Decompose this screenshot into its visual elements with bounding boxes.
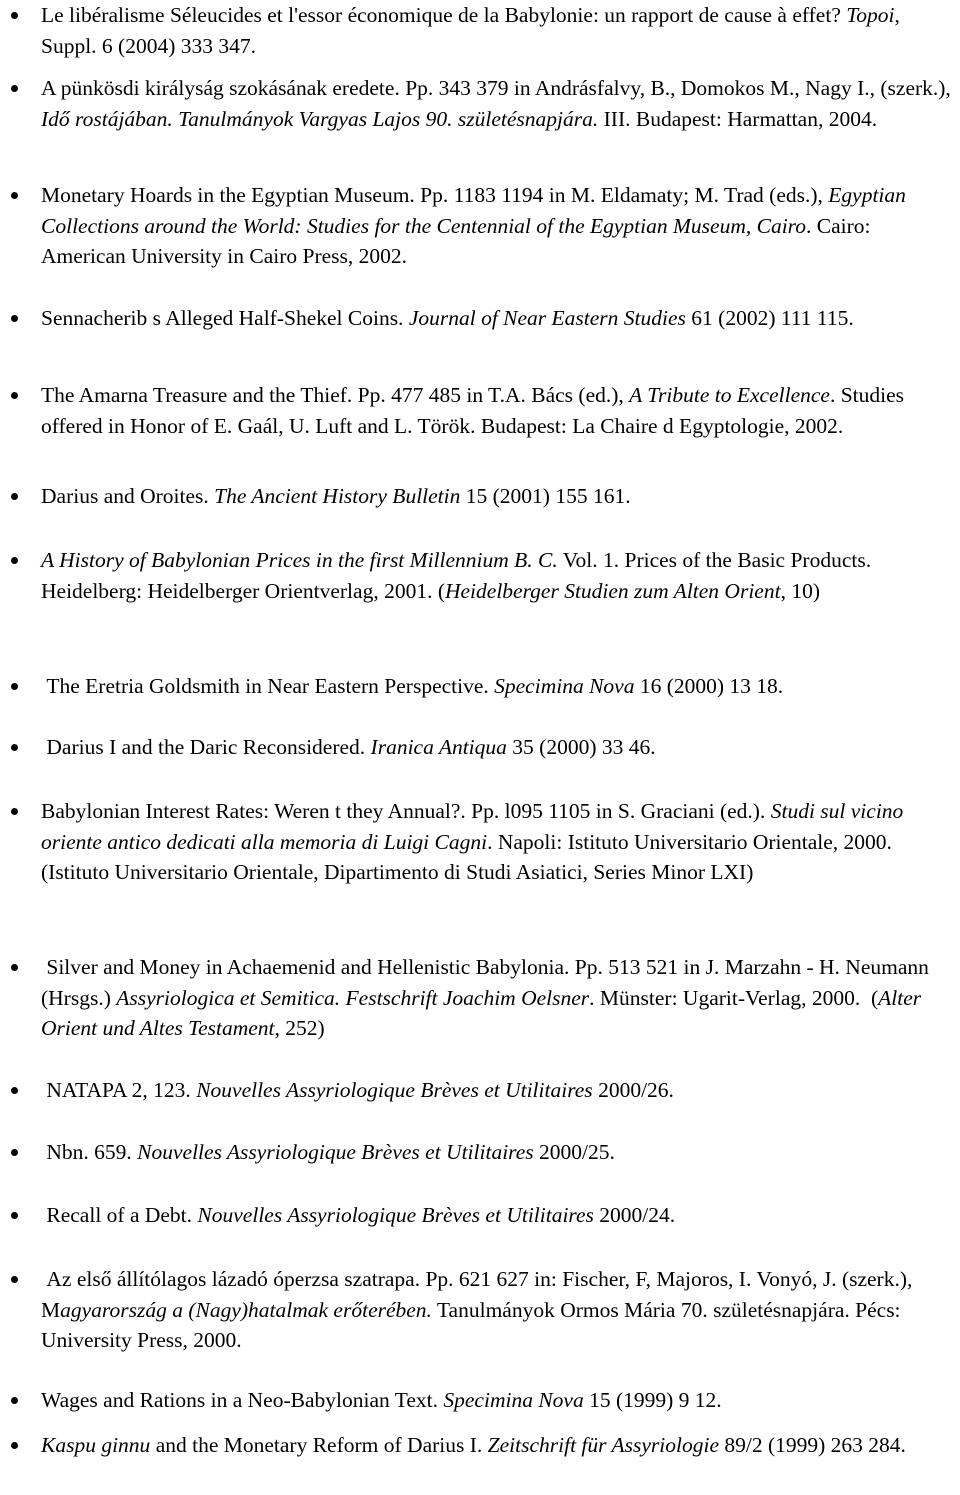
bullet-icon [11,683,18,690]
bullet-icon [11,1149,18,1156]
entry-text: NATAPA 2, 123. [41,1078,197,1102]
bullet-icon [11,1442,18,1449]
entry-text: 2000/24. [593,1203,676,1227]
bullet-icon [11,315,18,322]
entry-text: Wages and Rations in a Neo-Babylonian Text. [41,1388,444,1412]
entry-title-italic: Nouvelles Assyriologique Brèves et Utilitaires [137,1140,534,1164]
entry-text: . Münster: Ugarit-Verlag, 2000. ( [589,985,879,1010]
entry-text: Le libéralisme Séleucides et l'essor économique de la Babylonie: un rapport de cause à effet? [41,3,847,27]
bullet-icon [11,493,18,500]
bullet-icon [11,392,18,399]
entry-text: 35 (2000) 33 46. [506,735,656,759]
bullet-icon [11,557,18,564]
bibliography-entry [41,1137,956,1168]
entry-title-italic: Iranica Antiqua [370,735,507,759]
entry-text: 89/2 (1999) 263 284. [719,1433,906,1457]
bibliography-entry [41,0,956,61]
bibliography-entry [41,1430,956,1461]
bullet-icon [11,1087,18,1094]
entry-title-italic: Heidelberger Studien zum Alten Orient [444,578,781,603]
entry-title-italic: Egyptian Collections around the World: Studies for the Centennial of the Egyptian Museum, Cairo [41,183,912,238]
entry-text: 16 (2000) 13 18. [634,674,784,698]
bibliography-entry [41,732,956,763]
bullet-icon [11,192,18,199]
bibliography-entry [41,545,956,606]
entry-text: Silver and Money in Achaemenid and Hellenistic Babylonia. Pp. 513 521 in J. Marzahn - H. Neumann (Hrsgs.) [41,955,935,1010]
entry-text: Sennacherib s Alleged Half-Shekel Coins. [41,306,409,330]
entry-text: 15 (2001) 155 161. [460,484,631,508]
bullet-icon [11,1397,18,1404]
entry-title-italic: The Ancient History Bulletin [214,484,461,508]
entry-text: . Studies offered in Honor of E. Gaál, U. Luft and L. Török. Budapest: La Chaire d Egyptologie, 2002. [41,383,910,438]
entry-text: . Napoli: Istituto Universitario Orientale, 2000. (Istituto Universitario Orientale, Dipartimento di Studi Asiatici, Series Minor LXI) [41,829,898,884]
entry-text: Monetary Hoards in the Egyptian Museum. Pp. 1183 1194 in M. Eldamaty; M. Trad (eds.), [41,183,829,207]
entry-title-italic: Nouvelles Assyriologique Brèves et Utilitaires [197,1203,594,1227]
entry-title-italic: Alter Orient und Altes Testament [41,985,927,1040]
entry-title-italic: Idő rostájában. Tanulmányok Vargyas Lajos 90. születésnapjára. [41,106,599,131]
entry-text: The Amarna Treasure and the Thief. Pp. 477 485 in T.A. Bács (ed.), [41,383,630,407]
entry-title-italic: A Tribute to Excellence [629,383,830,407]
entry-text: , Suppl. 6 (2004) 333 347. [41,3,906,58]
bibliography-entry [41,1075,956,1106]
bibliography-entry [41,671,956,702]
entry-text: . Cairo: American University in Cairo Press, 2002. [41,213,875,268]
entry-text: 61 (2002) 111 115. [685,306,854,330]
bullet-icon [11,744,18,751]
entry-title-italic: Topoi [846,3,895,27]
entry-text: Az első állítólagos lázadó óperzsa szatrapa. Pp. 621 627 in: Fischer, F, Majoros, I. Vonyó, J. (szerk.), M [41,1267,918,1322]
entry-text: Darius and Oroites. [41,484,215,508]
entry-text: , 10) [780,578,820,603]
bibliography-entry [41,180,956,272]
bullet-icon [11,1276,18,1283]
entry-text: A pünkösdi királyság szokásának eredete. Pp. 343 379 in Andrásfalvy, B., Domokos M., Nagy I., (szerk.), [41,76,957,100]
entry-text: Vol. 1. Prices of the Basic Products. Heidelberg: Heidelberger Orientverlag, 2001. ( [41,548,877,603]
entry-title-italic: Kaspu ginnu [41,1433,151,1457]
bibliography-entry [41,952,956,1044]
entry-text: The Eretria Goldsmith in Near Eastern Perspective. [41,674,495,698]
entry-title-italic: Specimina Nova [443,1388,584,1412]
bibliography-entry [41,796,956,888]
entry-title-italic: agyarország a (Nagy)hatalmak erőterében. [60,1297,432,1322]
bibliography-entry [41,73,956,134]
entry-text: 2000/25. [533,1140,615,1164]
bibliography-entry [41,380,956,441]
entry-title-italic: A History of Babylonian Prices in the first Millennium B. C. [41,548,558,572]
bullet-icon [11,1212,18,1219]
entry-text: Nbn. 659. [41,1140,138,1164]
bullet-icon [11,964,18,971]
entry-title-italic: Journal of Near Eastern Studies [408,306,686,330]
entry-text: 2000/26. [592,1078,674,1102]
entry-title-italic: Nouvelles Assyriologique Brèves et Utilitaires [196,1078,593,1102]
bibliography-entry [41,1385,956,1416]
entry-text: 15 (1999) 9 12. [583,1388,722,1412]
entry-text: Babylonian Interest Rates: Weren t they Annual?. Pp. l095 1105 in S. Graciani (ed.). [41,799,771,823]
bibliography-entry [41,1200,956,1231]
entry-title-italic: Assyriologica et Semitica. Festschrift Joachim Oelsner [116,985,590,1010]
bibliography-entry [41,1264,956,1356]
entry-text: Recall of a Debt. [41,1203,198,1227]
entry-text: Tanulmányok Ormos Mária 70. születésnapjára. Pécs: University Press, 2000. [41,1297,906,1352]
entry-text: , 252) [274,1016,325,1040]
entry-title-italic: Zeitschrift für Assyriologie [487,1433,719,1457]
entry-text: III. Budapest: Harmattan, 2004. [598,106,878,131]
bibliography-entry [41,303,956,334]
bullet-icon [11,808,18,815]
entry-text: and the Monetary Reform of Darius I. [150,1433,488,1457]
bibliography-entry [41,481,956,512]
entry-title-italic: Studi sul vicino oriente antico dedicati alla memoria di Luigi Cagni [41,799,909,854]
entry-title-italic: Specimina Nova [494,674,635,698]
bullet-icon [11,85,18,92]
bullet-icon [11,12,18,19]
entry-text: Darius I and the Daric Reconsidered. [41,735,371,759]
